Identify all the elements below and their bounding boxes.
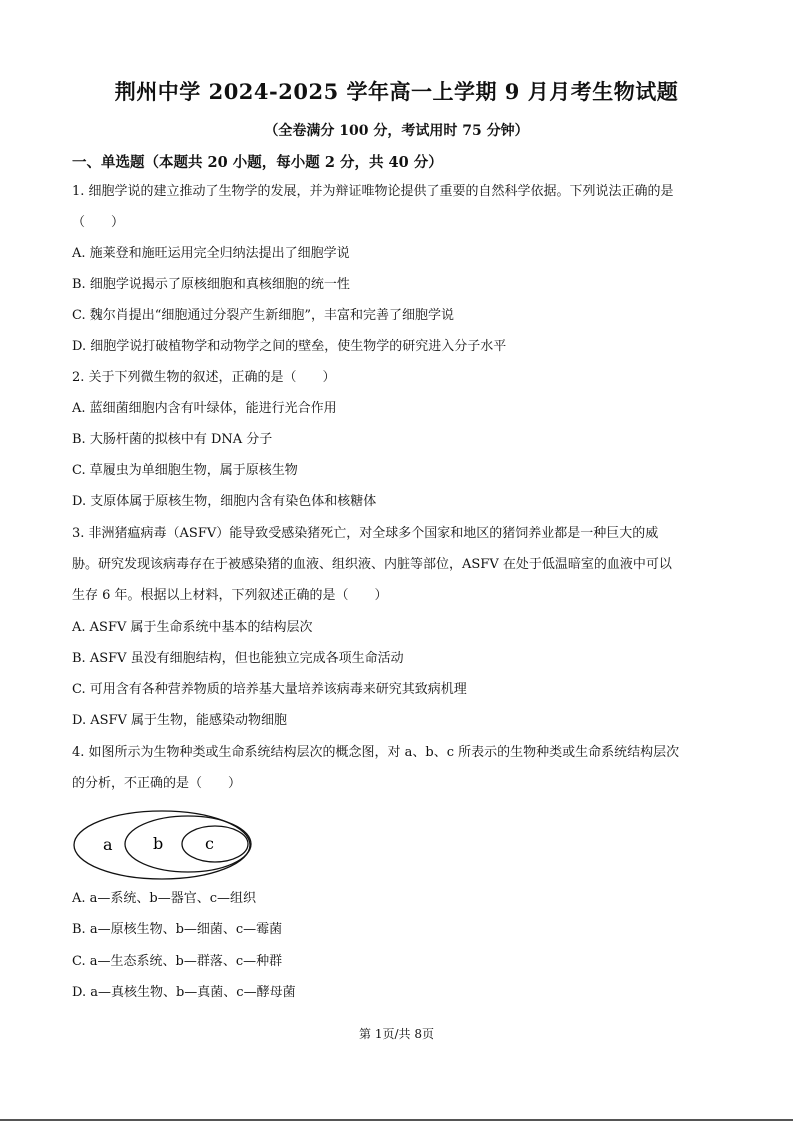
question-3-option-b: B. ASFV 虽没有细胞结构，但也能独立完成各项生命活动 [72,651,404,666]
question-1-stem-line-1: 1. 细胞学说的建立推动了生物学的发展，并为辩证唯物论提供了重要的自然科学依据。下列说法正确的是 [72,184,674,199]
question-1-option-a: A. 施莱登和施旺运用完全归纳法提出了细胞学说 [72,246,350,261]
diagram-label-c: c [205,834,214,853]
question-2-option-a: A. 蓝细菌细胞内含有叶绿体，能进行光合作用 [72,401,337,416]
ellipse-c [182,826,248,862]
question-1-stem-line-2: （ ） [72,215,125,230]
section-heading: 一、单选题（本题共 20 小题，每小题 2 分，共 40 分） [72,154,443,171]
page-title: 荆州中学 2024-2025 学年高一上学期 9 月月考生物试题 [114,79,679,104]
question-1-option-c: C. 魏尔肖提出“细胞通过分裂产生新细胞”，丰富和完善了细胞学说 [72,308,455,323]
question-4-stem-line-1: 4. 如图所示为生物种类或生命系统结构层次的概念图，对 a、b、c 所表示的生物种类或生命系统结构层次 [72,745,680,760]
question-4-option-c: C. a—生态系统、b—群落、c—种群 [72,954,283,969]
question-2-option-c: C. 草履虫为单细胞生物，属于原核生物 [72,463,298,478]
question-2-option-d: D. 支原体属于原核生物，细胞内含有染色体和核糖体 [72,494,377,509]
question-3-option-c: C. 可用含有各种营养物质的培养基大量培养该病毒来研究其致病机理 [72,682,467,697]
question-4-option-d: D. a—真核生物、b—真菌、c—酵母菌 [72,985,296,1000]
diagram-label-a: a [103,835,113,854]
question-3-stem-line-1: 3. 非洲猪瘟病毒（ASFV）能导致受感染猪死亡，对全球多个国家和地区的猪饲养业都是一种巨大的威 [72,526,659,541]
question-2-option-b: B. 大肠杆菌的拟核中有 DNA 分子 [72,432,273,447]
nested-ellipse-diagram [72,810,262,882]
diagram-label-b: b [153,834,164,853]
question-3-option-d: D. ASFV 属于生物，能感染动物细胞 [72,713,288,728]
question-2-stem: 2. 关于下列微生物的叙述，正确的是（ ） [72,370,336,385]
ellipse-b [125,816,251,872]
question-1-option-b: B. 细胞学说揭示了原核细胞和真核细胞的统一性 [72,277,350,292]
question-3-stem-line-2: 胁。研究发现该病毒存在于被感染猪的血液、组织液、内脏等部位，ASFV 在处于低温暗室的血液中可以 [72,557,672,572]
question-3-stem-line-3: 生存 6 年。根据以上材料，下列叙述正确的是（ ） [72,588,388,603]
bottom-divider [0,1119,793,1121]
question-4-option-b: B. a—原核生物、b—细菌、c—霉菌 [72,922,283,937]
question-3-option-a: A. ASFV 属于生命系统中基本的结构层次 [72,620,313,635]
question-1-option-d: D. 细胞学说打破植物学和动物学之间的壁垒，使生物学的研究进入分子水平 [72,339,507,354]
question-4-stem-line-2: 的分析，不正确的是（ ） [72,776,242,791]
question-4-option-a: A. a—系统、b—器官、c—组织 [72,891,257,906]
exam-subtitle: （全卷满分 100 分，考试用时 75 分钟） [264,123,529,139]
page-footer: 第 1页/共 8页 [359,1027,434,1041]
